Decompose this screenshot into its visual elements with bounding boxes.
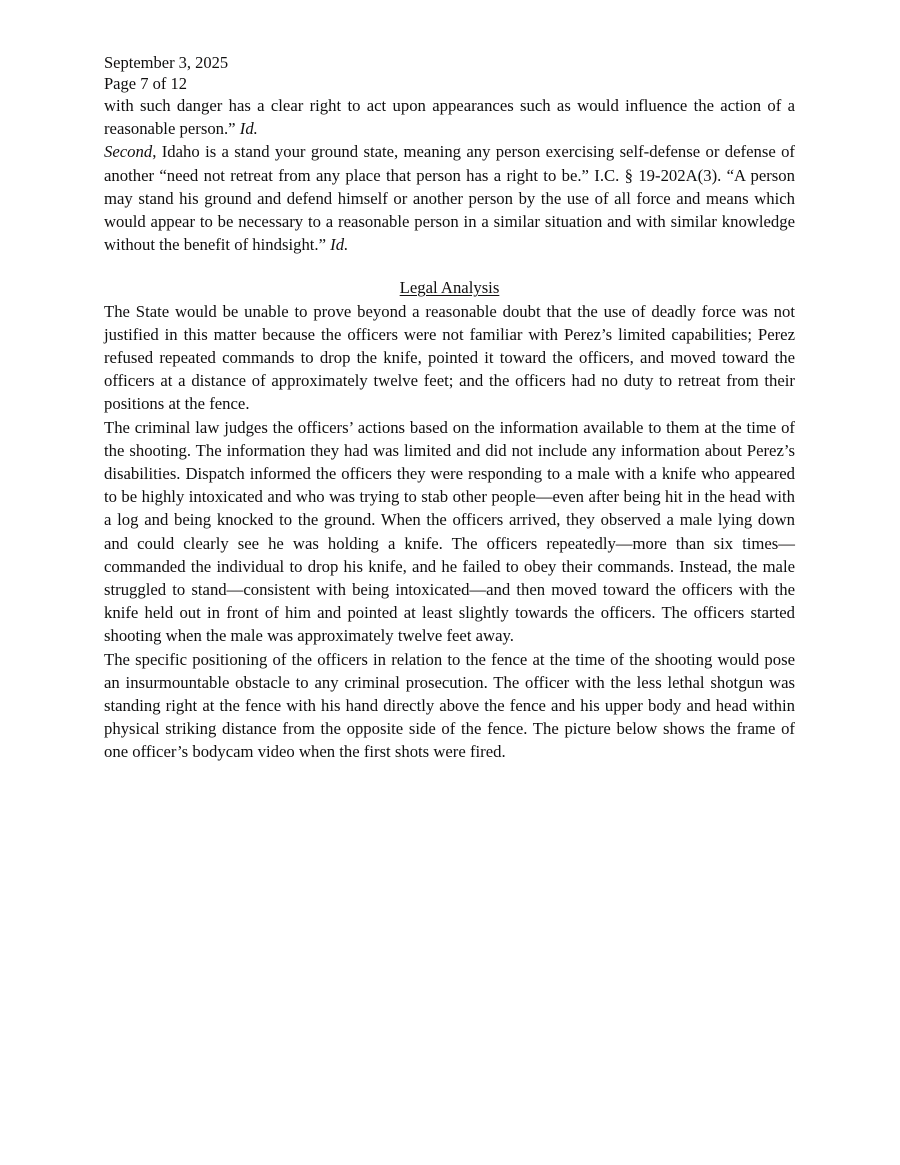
header-page-number: Page 7 of 12 [104, 74, 187, 93]
paragraph-continued-quote [104, 94, 795, 140]
paragraph-state-burden: The State would be unable to prove beyond a reasonable doubt that the use of deadly force was not justified in this matter because the officers were not familiar with Perez’s limited capabilities; Perez refused repeated commands to drop the knife, pointed it toward the officers, and moved toward the officers at a distance of approximately twelve feet; and the officers had no duty to retreat from their positions at the fence. [104, 301, 795, 414]
paragraph-second-point [104, 140, 795, 256]
citation-id-second: Id. [330, 235, 349, 255]
paragraph-information-available: The criminal law judges the officers’ actions based on the information available to them at the time of the shooting. The information they had was limited and did not include any information about Perez’s disabilities. Dispatch informed the officers they were responding to a male with a knife who appeared to be highly intoxicated and who was trying to stab other people—even after being hit in the head with a log and being knocked to the ground. When the officers arrived, they observed a male lying down and could clearly see he was holding a knife. The officers repeatedly—more than six times—commanded the individual to drop his knife, and he failed to obey their commands. Instead, the male struggled to stand—consistent with being intoxicated—and then moved toward the officers with the knife held out in front of him and pointed at least slightly towards the officers. The officers started shooting when the male was approximately twelve feet away. [104, 417, 795, 646]
header-date: September 3, 2025 [104, 53, 229, 72]
page-content [104, 0, 795, 764]
paragraph-continued-quote-text: with such danger has a clear right to act upon appearances such as would influence the action of a reasonable person.” [104, 96, 795, 139]
paragraph-second-point-text: , Idaho is a stand your ground state, meaning any person exercising self-defense or defense of another “need not retreat from any place that person has a right to be.” I.C. § 19-202A(3). “A person may stand his ground and defend himself or another person by the use of all force and means which would appear to be necessary to a reasonable person in a similar situation and with similar knowledge without the benefit of hindsight.” [104, 142, 795, 255]
paragraph-fence-positioning: The specific positioning of the officers in relation to the fence at the time of the shooting would pose an insurmountable obstacle to any criminal prosecution. The officer with the less lethal shotgun was standing right at the fence with his hand directly above the fence and his upper body and head within physical striking distance from the opposite side of the fence. The picture below shows the frame of one officer’s bodycam video when the first shots were fired. [104, 649, 795, 762]
letter-header-block [104, 52, 795, 94]
citation-id-first: Id. [239, 119, 258, 139]
lead-in-second: Second [104, 142, 153, 162]
section-heading-legal-analysis: Legal Analysis [399, 278, 500, 298]
